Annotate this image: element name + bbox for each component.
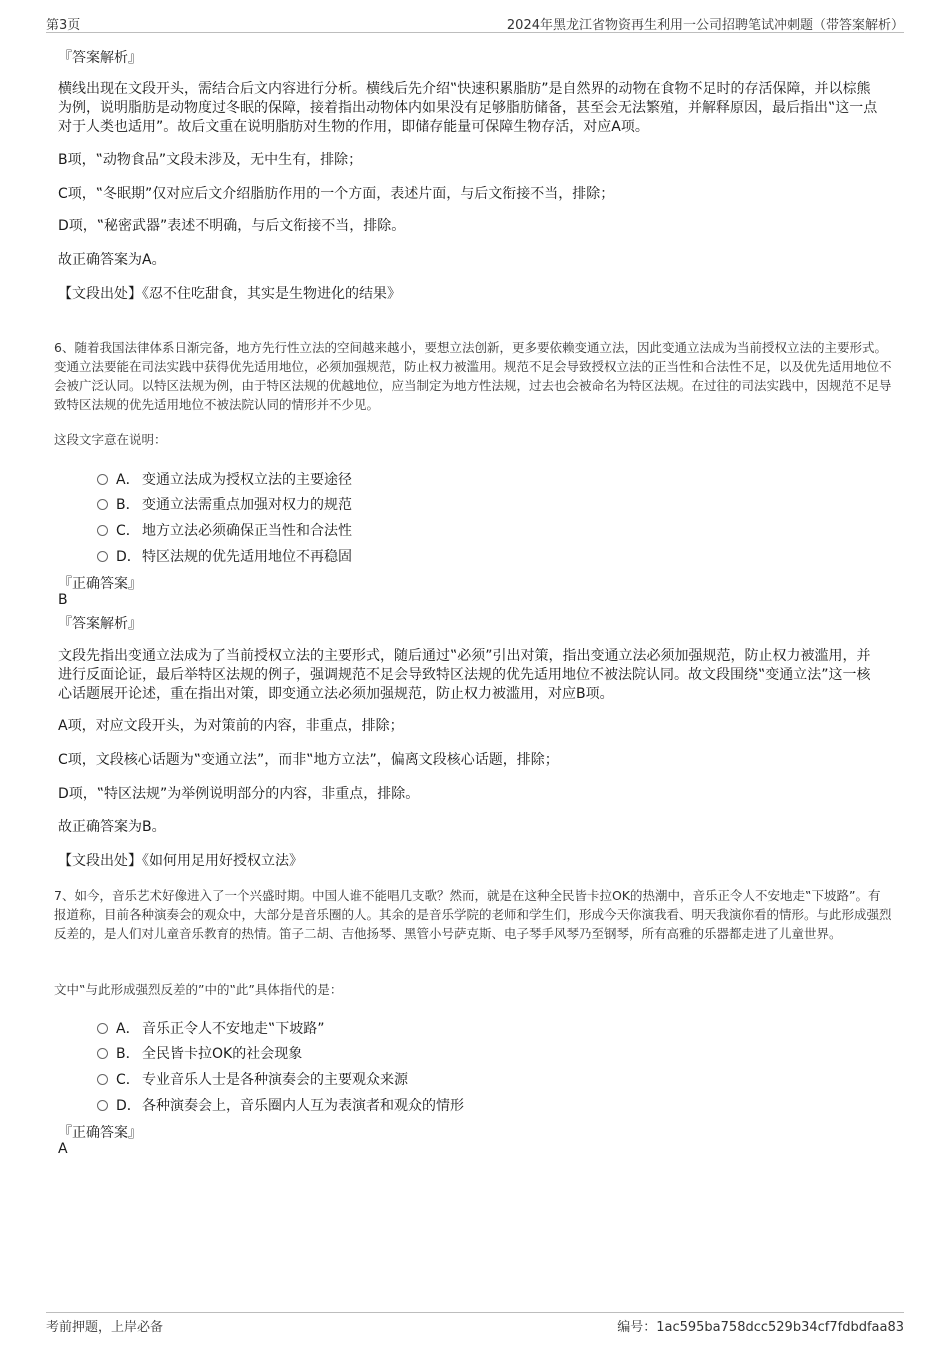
q5-analysis-text: 横线出现在文段开头，需结合后文内容进行分析。横线后先介绍‟快速积累脂肪”是自然界的动物在食物不足时的存活保障，并以棕熊为例，说明脂肪是动物度过冬眠的保障，接着指出动物体内如果没有足够脂肪储备，甚至会无法繁殖，并解释原因，最后指出‟这一点对于人类也适用”。故后文重在说明脂肪对生物的作用，即储存能量可保障生物存活，对应A项。 [58, 81, 878, 135]
q6-option-d[interactable]: D．特区法规的优先适用地位不再稳固 [97, 546, 352, 566]
radio-icon[interactable] [97, 1023, 108, 1034]
q7-answer: A [58, 1141, 68, 1157]
q6-option-c[interactable]: C． 地方立法必须确保正当性和合法性 [97, 520, 352, 540]
q5-option-d-analysis: D项，‟秘密武器”表述不明确，与后文衔接不当，排除。 [58, 218, 406, 234]
document-code: 编号：1ac595ba758dcc529b34cf7fdbdfaa83 [617, 1320, 904, 1335]
q7-prompt: 文中‟与此形成强烈反差的”中的‟此”具体指代的是： [54, 982, 343, 997]
radio-icon[interactable] [97, 1074, 108, 1085]
q5-option-c-analysis: C项，‟冬眠期”仅对应后文介绍脂肪作用的一个方面，表述片面，与后文衔接不当，排除； [58, 186, 615, 202]
q6-stem: 6、随着我国法律体系日渐完备，地方先行性立法的空间越来越小，要想立法创新，更多要依赖变通立法，因此变通立法成为当前授权立法的主要形式。变通立法要能在司法实践中获得优先适用地位，必须加强规范，防止权力被滥用。规范不足会导致授权立法的正当性和合法性不足，以及优先适用地位不会被广泛认同。以特区法规为例，由于特区法规的优越地位，应当制定为地方性法规，过去也会被命名为特区法规。在过往的司法实践中，因规范不足导致特区法规的优先适用地位不被法院认同的情形并不少见。 [54, 340, 892, 412]
page-footer [46, 1312, 904, 1333]
q6-answer-label: 『正确答案』 [58, 576, 142, 592]
q6-option-b[interactable]: B． 变通立法需重点加强对权力的规范 [97, 494, 352, 514]
q5-analysis-label: 『答案解析』 [58, 50, 142, 66]
q5-correct-answer: 故正确答案为A。 [58, 252, 166, 268]
q6-option-c-analysis: C项，文段核心话题为‟变通立法”，而非‟地方立法”，偏离文段核心话题，排除； [58, 752, 559, 768]
q6-correct-answer: 故正确答案为B。 [58, 819, 166, 835]
q6-source: 【文段出处】《如何用足用好授权立法》 [58, 853, 303, 869]
radio-icon[interactable] [97, 499, 108, 510]
q7-option-b[interactable]: B． 全民皆卡拉OK的社会现象 [97, 1043, 302, 1063]
q7-option-a[interactable]: A． 音乐正令人不安地走‟下坡路” [97, 1018, 325, 1038]
q7-answer-label: 『正确答案』 [58, 1125, 142, 1141]
q7-option-c[interactable]: C． 专业音乐人士是各种演奏会的主要观众来源 [97, 1069, 408, 1089]
q6-answer: B [58, 592, 68, 608]
radio-icon[interactable] [97, 474, 108, 485]
q6-option-d-analysis: D项，‟特区法规”为举例说明部分的内容，非重点，排除。 [58, 786, 420, 802]
q6-analysis-text: 文段先指出变通立法成为了当前授权立法的主要形式，随后通过‟必须”引出对策，指出变通立法必须加强规范，防止权力被滥用，并进行反面论证，最后举特区法规的例子，强调规范不足会导致特区法规的优先适用地位不被法院认同。故文段围绕‟变通立法”这一核心话题展开论述，重在指出对策，即变通立法必须加强规范，防止权力被滥用，对应B项。 [58, 648, 871, 702]
q6-option-a-analysis: A项，对应文段开头，为对策前的内容，非重点，排除； [58, 718, 404, 734]
radio-icon[interactable] [97, 1100, 108, 1111]
q6-option-a[interactable]: A． 变通立法成为授权立法的主要途径 [97, 469, 352, 489]
q5-option-b-analysis: B项，‟动物食品”文段未涉及，无中生有，排除； [58, 152, 363, 168]
page-header [46, 14, 904, 33]
radio-icon[interactable] [97, 525, 108, 536]
page-number: 第3页 [46, 18, 81, 33]
q7-option-d[interactable]: D．各种演奏会上，音乐圈内人互为表演者和观众的情形 [97, 1095, 464, 1115]
footer-slogan: 考前押题，上岸必备 [46, 1320, 164, 1335]
q7-stem: 7、如今，音乐艺术好像进入了一个兴盛时期。中国人谁不能唱几支歌？然而，就是在这种全民皆卡拉OK的热潮中，音乐正令人不安地走‟下坡路”。有报道称，目前各种演奏会的观众中，大部分是音乐圈的人。其余的是音乐学院的老师和学生们，形成今天你演我看、明天我演你看的情形。与此形成强烈反差的，是人们对儿童音乐教育的热情。笛子二胡、吉他扬琴、黑管小号萨克斯、电子琴手风琴乃至钢琴，所有高雅的乐器都走进了儿童世界。 [54, 888, 892, 941]
q6-analysis-label: 『答案解析』 [58, 616, 142, 632]
document-title: 2024年黑龙江省物资再生利用一公司招聘笔试冲刺题（带答案解析） [506, 18, 904, 33]
radio-icon[interactable] [97, 1048, 108, 1059]
radio-icon[interactable] [97, 551, 108, 562]
q6-prompt: 这段文字意在说明： [54, 432, 167, 447]
q5-source: 【文段出处】《忍不住吃甜食，其实是生物进化的结果》 [58, 286, 401, 302]
